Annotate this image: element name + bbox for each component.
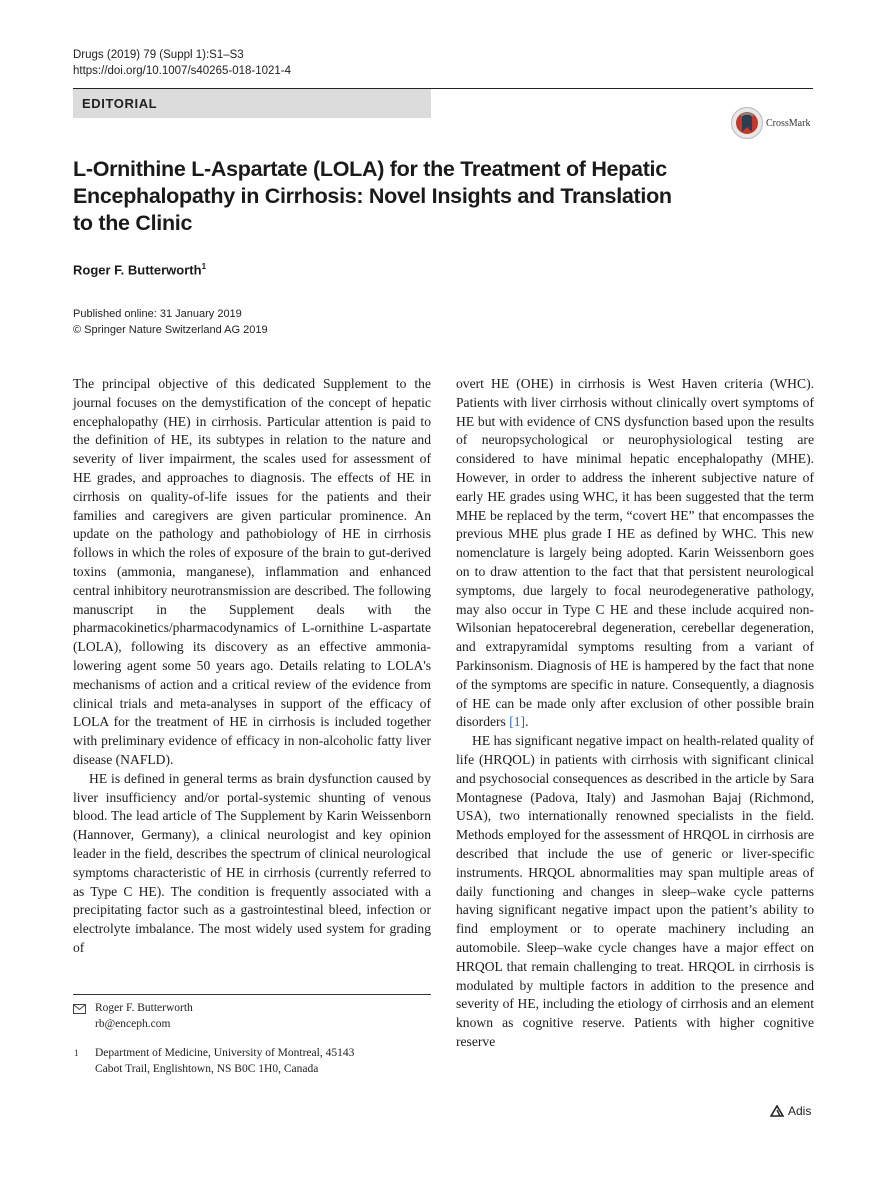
title-line-1: L-Ornithine L-Aspartate (LOLA) for the Treatment of Hepatic: [73, 157, 667, 181]
published-online: Published online: 31 January 2019: [73, 308, 242, 320]
paragraph-end: .: [525, 714, 529, 730]
footnote-rule: [73, 994, 431, 995]
publisher-logo: [770, 1104, 811, 1118]
author-affiliation-mark: 1: [201, 262, 207, 271]
title-line-3: to the Clinic: [73, 211, 193, 235]
article-type-label: EDITORIAL: [82, 96, 158, 111]
journal-header: [73, 47, 291, 79]
journal-citation: Drugs (2019) 79 (Suppl 1):S1–S3: [73, 49, 244, 61]
affiliation-mark: 1: [74, 1048, 79, 1058]
body-paragraph: [456, 375, 814, 732]
citation-link[interactable]: [1]: [509, 714, 526, 730]
body-column-left: [73, 375, 431, 958]
body-paragraph: The principal objective of this dedicated Supplement to the journal focuses on the demystification of the concept of hepatic encephalopathy (HE) in cirrhosis. Particular attention is paid to the definition of HE, its subtypes in relation to the nature and severity of liver impairment, the scales used for assessment of HE grades, and approaches to diagnosis. The effects of HE in cirrhosis on quality-of-life issues for the patients and their families and caregivers are given particular prominence. An update on the pathology and pathobiology of HE in cirrhosis follows in which the roles of exposure of the brain to gut-derived toxins (ammonia, manganese), inflammation and enhanced central inhibitory neurotransmission are described. The following manuscript in the Supplement deals with the pharmacokinetics/pharmacodynamics of L-ornithine L-aspartate (LOLA), following its discovery as an effective ammonia-lowering agent some 50 years ago. Details relating to LOLA's mechanisms of action and a critical review of the evidence from clinical trials and meta-analyses in support of the efficacy of LOLA for the treatment of HE in cirrhosis is included together with preliminary evidence of efficacy in non-alcoholic fatty liver disease (NAFLD).: [73, 376, 431, 767]
body-column-right: [456, 375, 814, 1052]
envelope-icon: [73, 1001, 95, 1032]
doi-link[interactable]: https://doi.org/10.1007/s40265-018-1021-4: [73, 65, 292, 77]
body-paragraph: HE has significant negative impact on health-related quality of life (HRQOL) in patients with cirrhosis with significant clinical and psychosocial consequences as described in the article by Sara Montagnese (Padova, Italy) and Jasmohan Bajaj (Richmond, USA), two internationally renowned specialists in the field. Methods employed for the assessment of HRQOL in cirrhosis are described that include the use of generic or liver-specific instruments. HRQOL abnormalities may span multiple areas of daily functioning and changes in sleep–wake cycle patterns having significant negative impact upon the patient’s ability to find employment or to operate machinery including an automobile. Sleep–wake cycle changes have a major effect on HRQOL that remain challenging to treat. HRQOL in cirrhosis is modulated by multiple factors in addition to the presence and severity of HE, including the etiology of cirrhosis and an element known as cognitive reserve. Patients with higher cognitive reserve: [456, 733, 814, 1049]
author-name[interactable]: Roger F. Butterworth: [73, 262, 202, 278]
adis-triangle-icon: [770, 1105, 784, 1117]
crossmark-label: CrossMark: [766, 117, 811, 129]
publication-info: [73, 306, 268, 338]
crossmark-badge[interactable]: [730, 106, 810, 140]
affiliation-line-2: Cabot Trail, Englishtown, NS B0C 1H0, Canada: [95, 1062, 319, 1075]
paragraph-text: overt HE (OHE) in cirrhosis is West Haven criteria (WHC). Patients with liver cirrhosis without clinically overt symptoms of HE but with evidence of CNS dysfunction based upon the results of neuropsychological or neurophysiological testing are considered to have minimal hepatic encephalopathy (MHE). However, in order to address the inherent subjective nature of early HE grades using WHC, it has been suggested that the term MHE be replaced by the term, “covert HE” that encompasses the previous MHE plus grade I HE as defined by WHC. This new nomenclature is largely being adopted. Karin Weissenborn goes on to draw attention to the fact that that persistent neurological symptoms, due largely to focal neurodegenerative pathology, may also occur in Type C HE and these include acquired non-Wilsonian hepatocerebral degeneration, cerebellar degeneration, and extrapyramidal symptoms resulting from a variant of Parkinsonism. Diagnosis of HE is hampered by the fact that none of the symptoms are specific in nature. Consequently, a diagnosis of HE can be made only after exclusion of other possible brain disorders: [456, 376, 814, 730]
copyright-line: © Springer Nature Switzerland AG 2019: [73, 324, 268, 336]
corresponding-author-note: [73, 1001, 193, 1032]
publisher-name: Adis: [788, 1104, 812, 1118]
contact-name: Roger F. Butterworth: [95, 1002, 193, 1014]
affiliation-note: [73, 1046, 354, 1077]
article-title: [73, 156, 693, 237]
contact-email[interactable]: rb@enceph.com: [95, 1017, 171, 1030]
title-line-2: Encephalopathy in Cirrhosis: Novel Insights and Translation: [73, 184, 672, 208]
crossmark-icon: [730, 106, 764, 140]
author-line: [73, 262, 206, 277]
article-type-band: [73, 89, 431, 118]
affiliation-line-1: Department of Medicine, University of Montreal, 45143: [95, 1047, 355, 1059]
body-paragraph: HE is defined in general terms as brain dysfunction caused by liver insufficiency and/or portal-systemic shunting of venous blood. The lead article of The Supplement by Karin Weissenborn (Hannover, Germany), a clinical neurologist and key opinion leader in the field, describes the spectrum of clinical neurological symptoms characteristic of HE in cirrhosis (currently referred to as Type C HE). The condition is frequently associated with a precipitating factor such as a gastrointestinal bleed, infection or electrolyte imbalance. The most widely used system for grading of: [73, 770, 431, 955]
